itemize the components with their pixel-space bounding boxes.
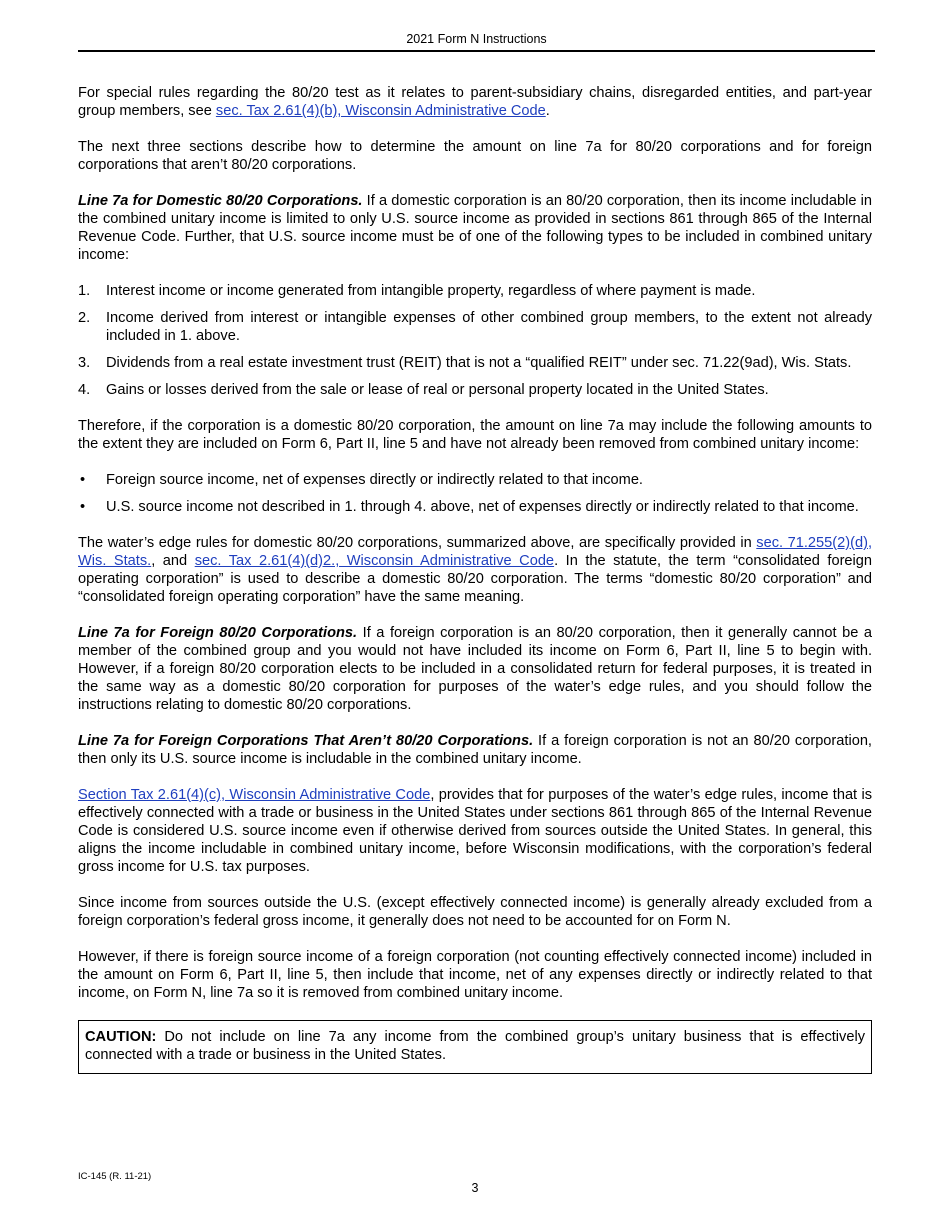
foreign-8020-paragraph: Line 7a for Foreign 80/20 Corporations. If a foreign corporation is an 80/20 corporation, then it generally cannot be a member of the combined group and you would not have included its income on Form 6, Part II, line 5 to begin with. However, if a foreign 80/20 corporation elects to be included in a consolidated return for federal purposes, it is treated in the same way as a domestic 80/20 corporation for purposes of the water’s edge rules, and you should follow the instructions relating to domestic 80/20 corporations. [78,625,872,713]
therefore-paragraph: Therefore, if the corporation is a domestic 80/20 corporation, the amount on line 7a may include the following amounts to the extent they are included on Form 6, Part II, line 5 and have not already been removed from combined unitary income: [78,418,872,452]
header-title: 2021 Form N Instructions [406,32,547,46]
intro-paragraph-2: The next three sections describe how to determine the amount on line 7a for 80/20 corporations and for foreign corporations that aren’t 80/20 corporations. [78,139,872,173]
list-item: 2. Income derived from interest or intangible expenses of other combined group members, to the extent not already included in 1. above. [78,310,872,344]
included-amounts-list [78,471,872,516]
page-content [78,84,872,1074]
list-item: 1. Interest income or income generated from intangible property, regardless of where payment is made. [78,283,756,299]
list-item: • U.S. source income not described in 1. through 4. above, net of expenses directly or indirectly related to that income. [80,499,859,515]
list-item: 3. Dividends from a real estate investment trust (REIT) that is not a “qualified REIT” under sec. 71.22(9ad), Wis. Stats. [78,355,852,371]
income-types-list [78,282,872,399]
sec-tax-2-61-4-c-link[interactable]: Section Tax 2.61(4)(c), Wisconsin Administrative Code [78,787,431,803]
caution-box: CAUTION: Do not include on line 7a any income from the combined group’s unitary business that is effectively connected with a trade or business in the United States. [78,1020,872,1074]
domestic-section-heading: Line 7a for Domestic 80/20 Corporations. [78,193,363,209]
page-number: 3 [471,1181,479,1195]
section-tax-paragraph: Section Tax 2.61(4)(c), Wisconsin Administrative Code, provides that for purposes of the water’s edge rules, income that is effectively connected with a trade or business in the United States under sections 861 through 865 of the Internal Revenue Code is considered U.S. source income even if otherwise derived from sources outside the United States. In general, this aligns the income includable in combined unitary income, before Wisconsin modifications, with the corporation’s federal gross income for U.S. tax purposes. [78,787,872,875]
bullet-icon: • [80,472,86,488]
form-number: IC-145 (R. 11-21) [78,1171,152,1182]
domestic-section-paragraph: Line 7a for Domestic 80/20 Corporations. If a domestic corporation is an 80/20 corporation, then its income includable in the combined unitary income is limited to only U.S. source income as provided in sections 861 through 865 of the Internal Revenue Code. Further, that U.S. source income must be of one of the following types to be included in combined unitary income: [78,193,872,263]
foreign-8020-heading: Line 7a for Foreign 80/20 Corporations. [78,625,358,641]
page-header [78,32,875,52]
sec-71-255-link[interactable]: sec. 71.255(2)(d), Wis. Stats. [78,535,872,569]
since-income-paragraph: Since income from sources outside the U.S. (except effectively connected income) is generally already excluded from a foreign corporation’s federal gross income, it generally does not need to be accounted for on Form N. [78,895,872,929]
foreign-non-8020-paragraph: Line 7a for Foreign Corporations That Aren’t 80/20 Corporations. If a foreign corporation is not an 80/20 corporation, then only its U.S. source income is includable in the combined unitary income. [78,733,872,767]
sec-tax-2-61-4-d-link[interactable]: sec. Tax 2.61(4)(d)2., Wisconsin Administrative Code [194,553,555,569]
foreign-non-8020-heading: Line 7a for Foreign Corporations That Aren’t 80/20 Corporations. [78,733,534,749]
list-item: • Foreign source income, net of expenses directly or indirectly related to that income. [80,472,643,488]
caution-label: CAUTION: [85,1029,157,1045]
sec-tax-2-61-4-b-link[interactable]: sec. Tax 2.61(4)(b), Wisconsin Administrative Code [215,103,546,119]
intro-paragraph-1: For special rules regarding the 80/20 test as it relates to parent-subsidiary chains, disregarded entities, and part-year group members, see sec. Tax 2.61(4)(b), Wisconsin Administrative Code. [78,85,872,119]
however-paragraph: However, if there is foreign source income of a foreign corporation (not counting effectively connected income) included in the amount on Form 6, Part II, line 5, then include that income, net of any expenses directly or indirectly related to that income, on Form N, line 7a so it is removed from combined unitary income. [78,949,872,1001]
list-item: 4. Gains or losses derived from the sale or lease of real or personal property located in the United States. [78,382,769,398]
waters-edge-paragraph: The water’s edge rules for domestic 80/20 corporations, summarized above, are specifically provided in sec. 71.255(2)(d), Wis. Stats., and sec. Tax 2.61(4)(d)2., Wisconsin Administrative Code. In the statute, the term “consolidated foreign operating corporation” is used to describe a domestic 80/20 corporation. The terms “domestic 80/20 corporation” and “consolidated foreign operating corporation” have the same meaning. [78,535,873,605]
bullet-icon: • [80,499,86,515]
